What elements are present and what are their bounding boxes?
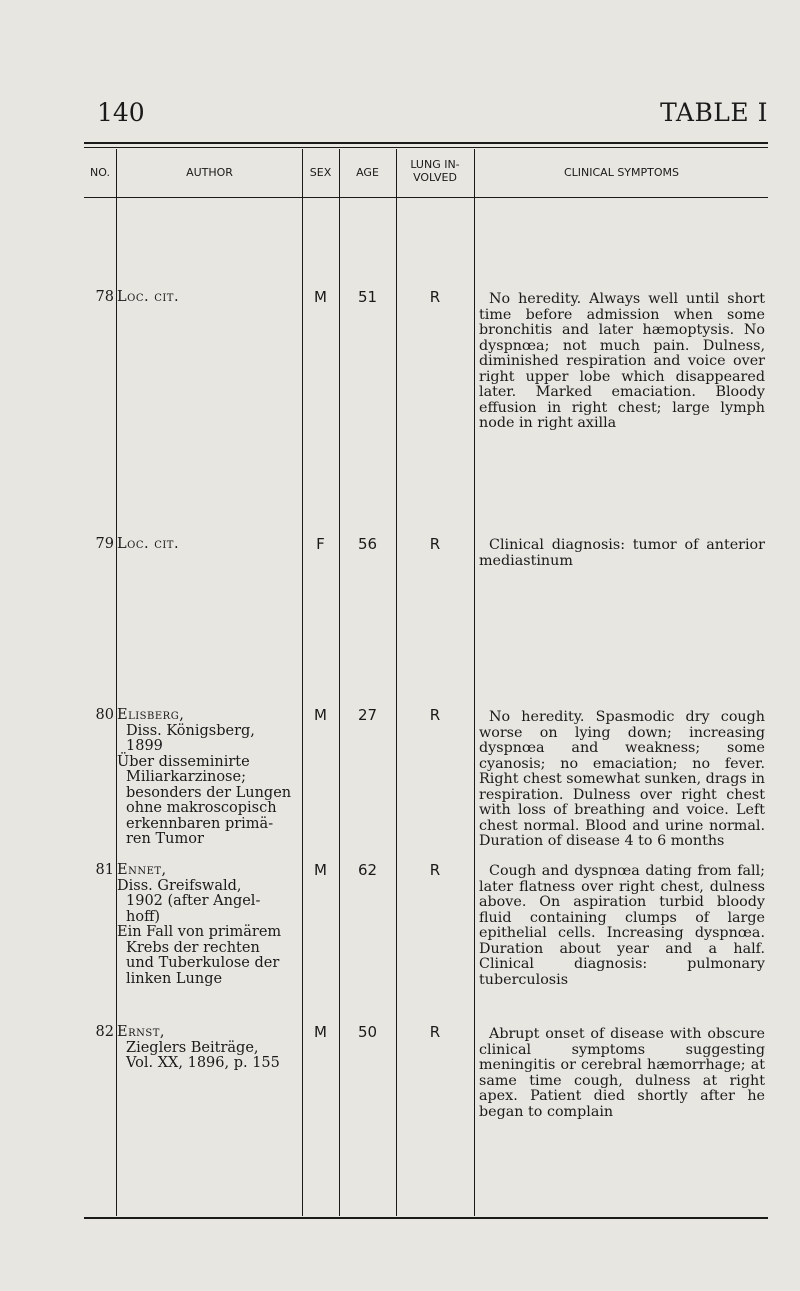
author-name: Loc. cit. [117,289,180,305]
header-rule [84,197,768,198]
header-symptoms: CLINICAL SYMPTOMS [563,166,680,179]
author-line: Miliarkarzinose; [126,769,246,785]
author-line: 1899 [126,738,163,754]
row-79-author [117,537,307,553]
author-line: besonders der Lungen [126,784,292,801]
author-line: Vol. XX, 1896, p. 155 [126,1055,280,1071]
row-79-sex: F [316,535,325,553]
page-number: 140 [97,98,145,127]
row-78-author [117,290,307,306]
row-80-author [117,708,307,848]
author-line: 1902 (after Angel- [126,893,261,909]
row-81-author [117,863,307,987]
author-name: Loc. cit. [117,536,180,552]
row-78-sex: M [314,288,327,306]
row-79-symptoms [479,538,765,569]
row-78-symptoms [479,292,765,432]
row-81-symptoms [479,864,765,988]
row-79-no: 79 [95,536,114,552]
symptoms-text: Cough and dyspnœa dating from fall; later flatness over right chest, dulness above. On aspiration turbid bloody fluid containing clumps of large epithelial cells. Increasing dyspnœa. Duration about year and a half. Clinical diagnosis: pulmonary tuberculosis [479,863,765,988]
row-81-no: 81 [95,862,114,878]
top-rule [84,142,768,144]
author-name: Ernst, [117,1024,165,1040]
row-82-sex: M [314,1023,327,1041]
row-80-symptoms [479,710,765,850]
bottom-rule [84,1217,768,1219]
author-name: Ennet, [117,862,167,878]
row-82-author [117,1025,307,1072]
author-line: Zieglers Beiträge, [126,1039,259,1056]
top-rule-thin [84,147,768,148]
running-head: TABLE I [660,98,768,127]
author-line: ren Tumor [126,831,204,847]
author-line: Ein Fall von primärem [117,924,282,940]
header-sex: SEX [309,166,332,179]
symptoms-text: No heredity. Always well until short time before admission when some bronchitis and later hæmoptysis. No dyspnœa; not much pain. Dulness, diminished respiration and voice over right upper lobe which disappeared later. Marked emaciation. Bloody effusion in right chest; large lymph node in right axilla [479,291,765,431]
row-82-symptoms [479,1027,765,1120]
row-82-age: 50 [357,1023,378,1041]
author-line: Krebs der rechten [126,939,260,956]
header-lung-line2: VOLVED [413,171,457,184]
row-80-lung: R [429,706,441,724]
author-line: und Tuberkulose der [126,955,280,971]
author-line: Diss. Greifswald, [117,877,242,894]
symptoms-text: Abrupt onset of disease with obscure clinical symptoms suggesting meningitis or cerebral hæmorrhage; at same time cough, dulness at right apex. Patient died shortly after he began to complain [479,1026,765,1120]
author-name: Elisberg, [117,707,185,723]
row-78-age: 51 [357,288,378,306]
row-82-lung: R [429,1023,441,1041]
row-79-lung: R [429,535,441,553]
column-divider [474,149,475,1216]
header-no: NO. [90,166,110,179]
header-lung [396,158,474,184]
header-lung-line1: LUNG IN- [410,158,460,171]
symptoms-text: No heredity. Spasmodic dry cough worse on lying down; increasing dyspnœa and weakness; some cyanosis; no emaciation; no fever. Right chest somewhat sunken, drags in respiration. Dulness over right chest with loss of breathing and voice. Left chest normal. Blood and urine normal. Duration of disease 4 to 6 months [479,709,766,849]
symptoms-text: Clinical diagnosis: tumor of anterior mediastinum [479,537,765,569]
row-78-no: 78 [95,289,114,305]
author-line: Diss. Königsberg, [126,722,255,739]
author-line: linken Lunge [126,970,223,987]
author-line: hoff) [126,908,161,925]
row-81-age: 62 [357,861,378,879]
row-82-no: 82 [95,1024,114,1040]
row-81-sex: M [314,861,327,879]
author-line: Über disseminirte [117,753,250,770]
row-80-no: 80 [95,707,114,723]
row-80-sex: M [314,706,327,724]
author-line: ohne makroscopisch [126,800,277,816]
row-78-lung: R [429,288,441,306]
row-79-age: 56 [357,535,378,553]
author-line: erkennbaren primä- [126,815,274,832]
row-81-lung: R [429,861,441,879]
row-80-age: 27 [357,706,378,724]
column-divider [339,149,340,1216]
header-age: AGE [356,166,379,179]
column-divider [396,149,397,1216]
header-author: AUTHOR [186,166,233,179]
